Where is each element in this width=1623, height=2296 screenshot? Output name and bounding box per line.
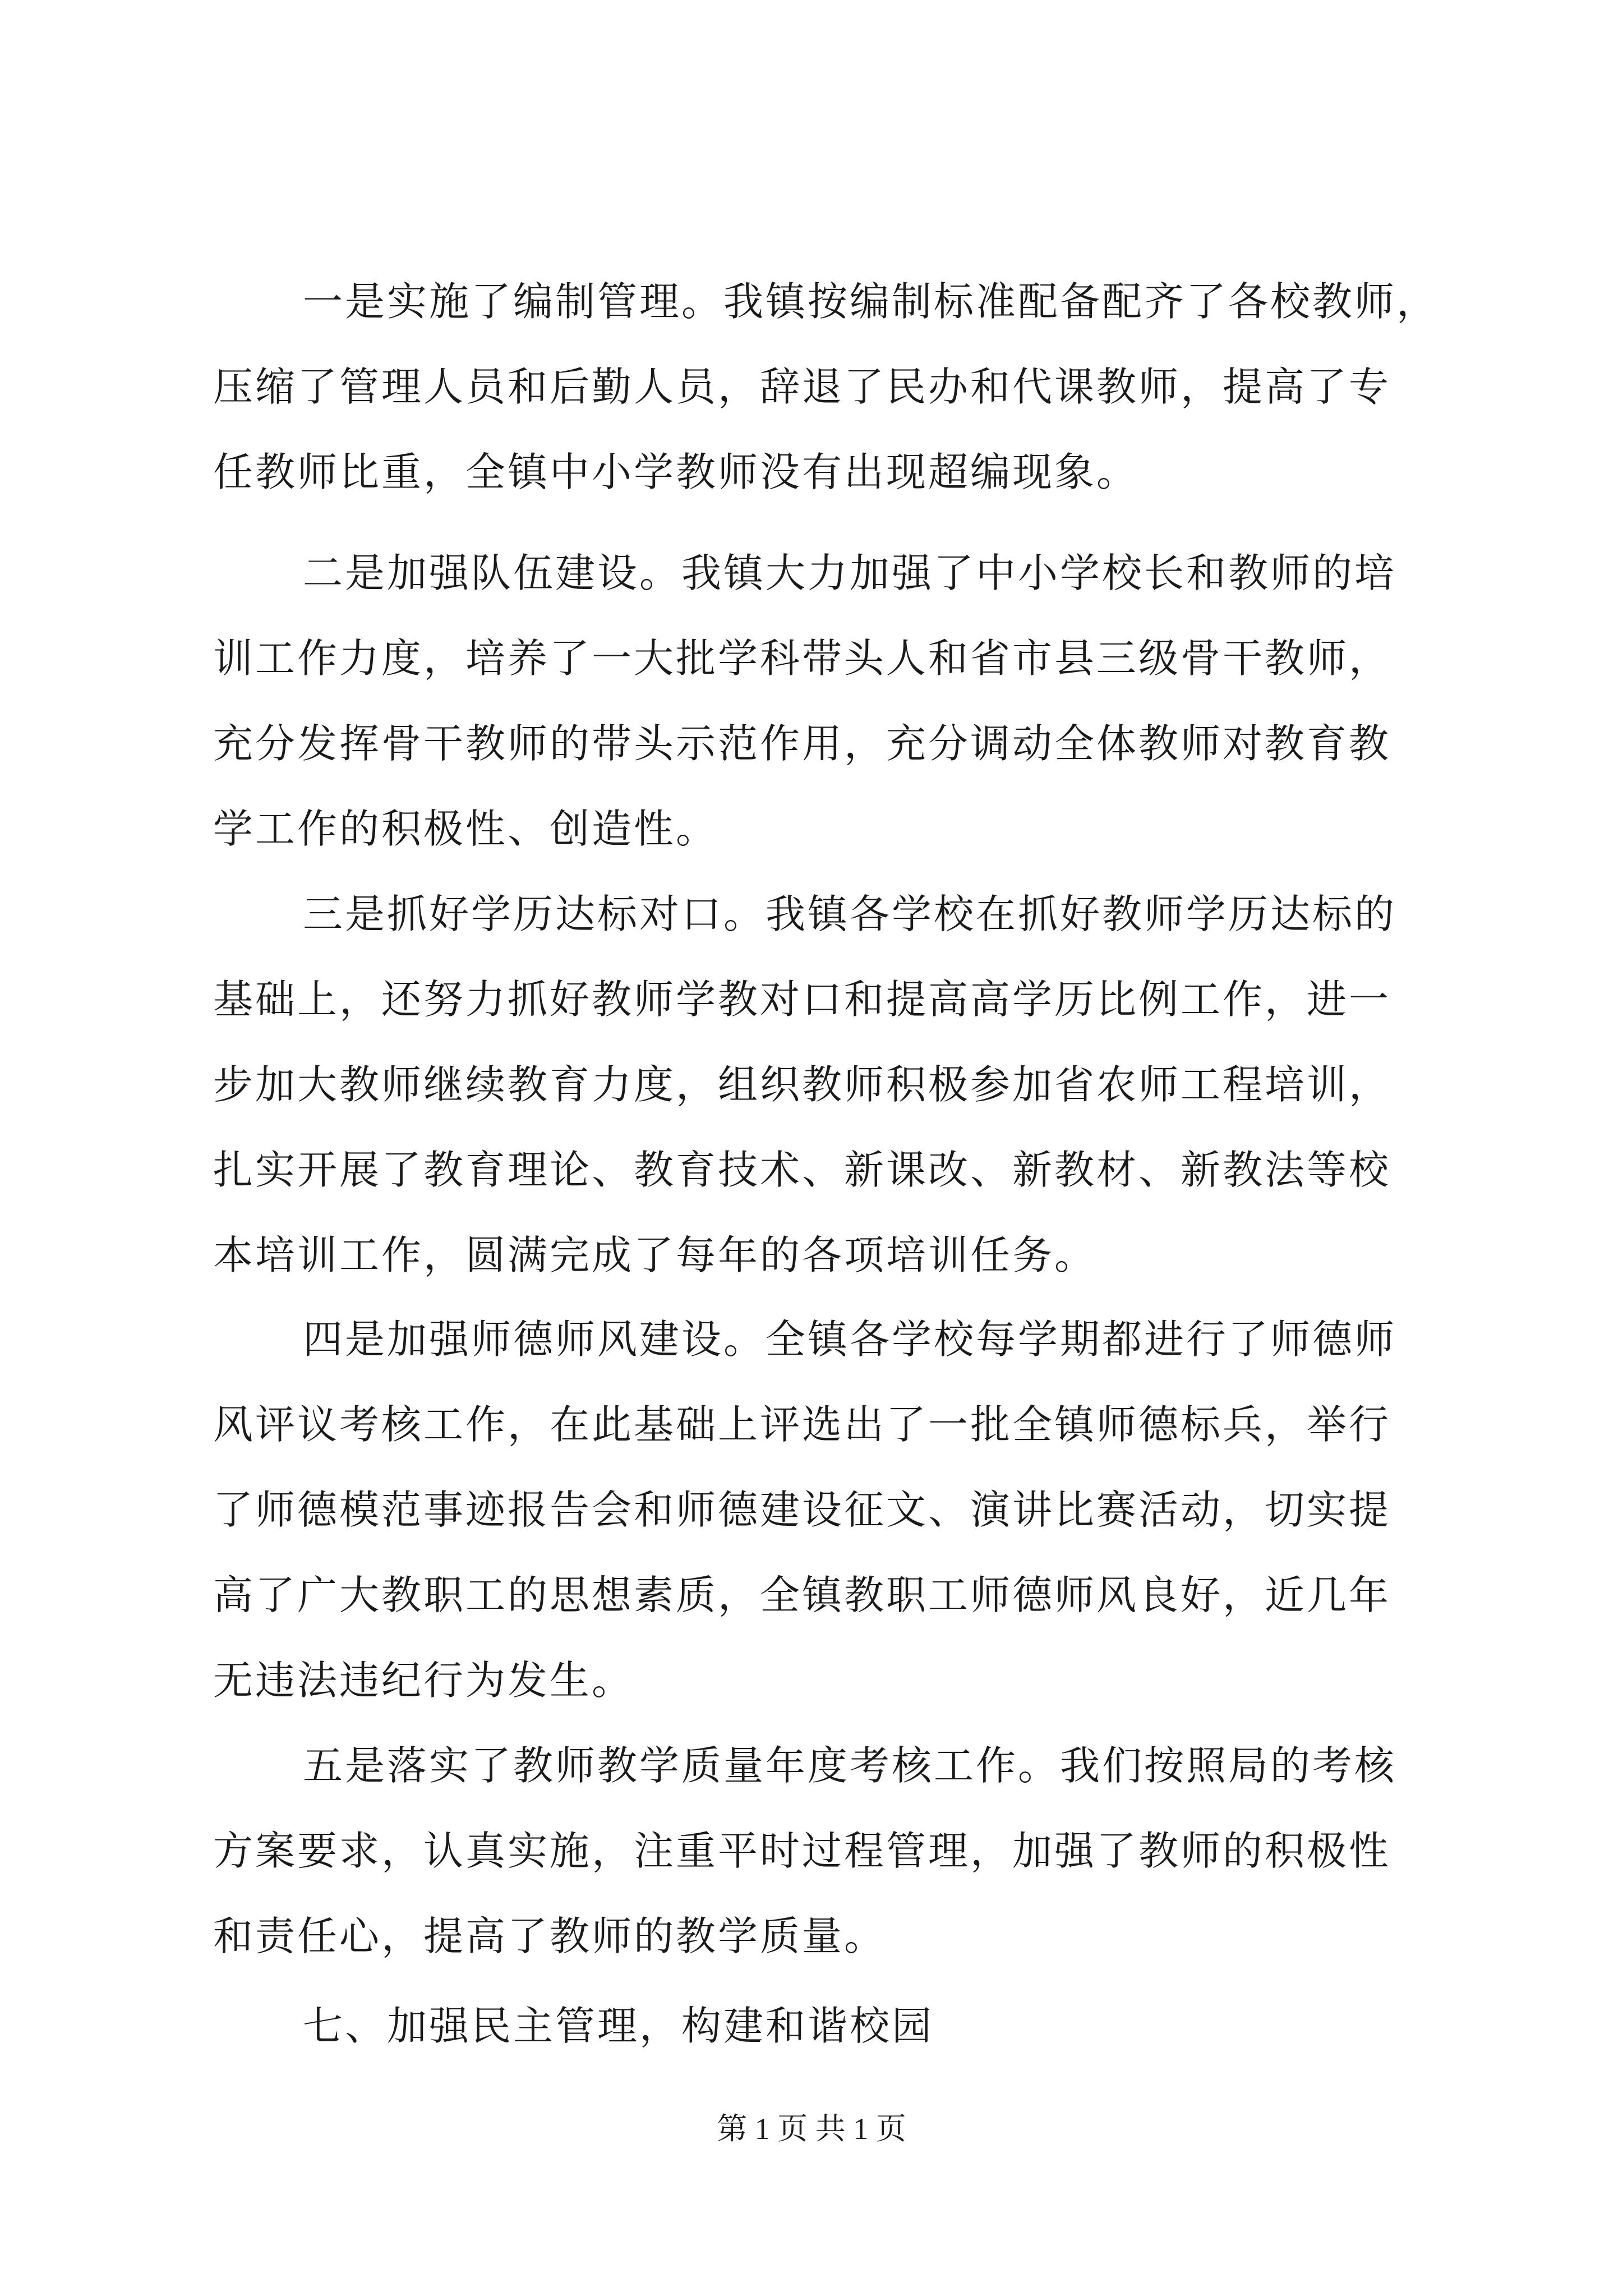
text-line: 步加大教师继续教育力度，组织教师积极参加省农师工程培训， <box>213 1061 1391 1108</box>
text-line: 任教师比重，全镇中小学教师没有出现超编现象。 <box>213 449 1139 495</box>
text-line: 方案要求，认真实施，注重平时过程管理，加强了教师的积极性 <box>213 1828 1391 1874</box>
text-line: 三是抓好学历达标对口。我镇各学校在抓好教师学历达标的 <box>303 891 1397 937</box>
text-line: 一是实施了编制管理。我镇按编制标准配备配齐了各校教师， <box>303 278 1439 325</box>
text-line: 扎实开展了教育理论、教育技术、新课改、新教材、新教法等校 <box>213 1147 1391 1193</box>
text-line: 充分发挥骨干教师的带头示范作用，充分调动全体教师对教育教 <box>213 720 1391 767</box>
text-line: 本培训工作，圆满完成了每年的各项培训任务。 <box>213 1232 1097 1278</box>
text-line: 四是加强师德师风建设。全镇各学校每学期都进行了师德师 <box>303 1316 1397 1363</box>
text-line: 学工作的积极性、创造性。 <box>213 806 718 852</box>
text-line: 无违法违纪行为发生。 <box>213 1657 634 1704</box>
text-line: 基础上，还努力抓好教师学教对口和提高高学历比例工作，进一 <box>213 976 1391 1023</box>
text-line: 和责任心，提高了教师的教学质量。 <box>213 1913 887 1959</box>
text-line: 了师德模范事迹报告会和师德建设征文、演讲比赛活动，切实提 <box>213 1487 1391 1533</box>
section-heading: 七、加强民主管理，构建和谐校园 <box>303 2003 934 2049</box>
text-line: 训工作力度，培养了一大批学科带头人和省市县三级骨干教师， <box>213 635 1391 682</box>
text-line: 压缩了管理人员和后勤人员，辞退了民办和代课教师，提高了专 <box>213 364 1391 410</box>
text-line: 高了广大教职工的思想素质，全镇教职工师德师风良好，近几年 <box>213 1572 1391 1618</box>
text-line: 风评议考核工作，在此基础上评选出了一批全镇师德标兵，举行 <box>213 1401 1391 1448</box>
text-line: 五是落实了教师教学质量年度考核工作。我们按照局的考核 <box>303 1742 1397 1789</box>
text-line: 二是加强队伍建设。我镇大力加强了中小学校长和教师的培 <box>303 550 1397 596</box>
page-footer: 第 1 页 共 1 页 <box>717 2112 906 2146</box>
